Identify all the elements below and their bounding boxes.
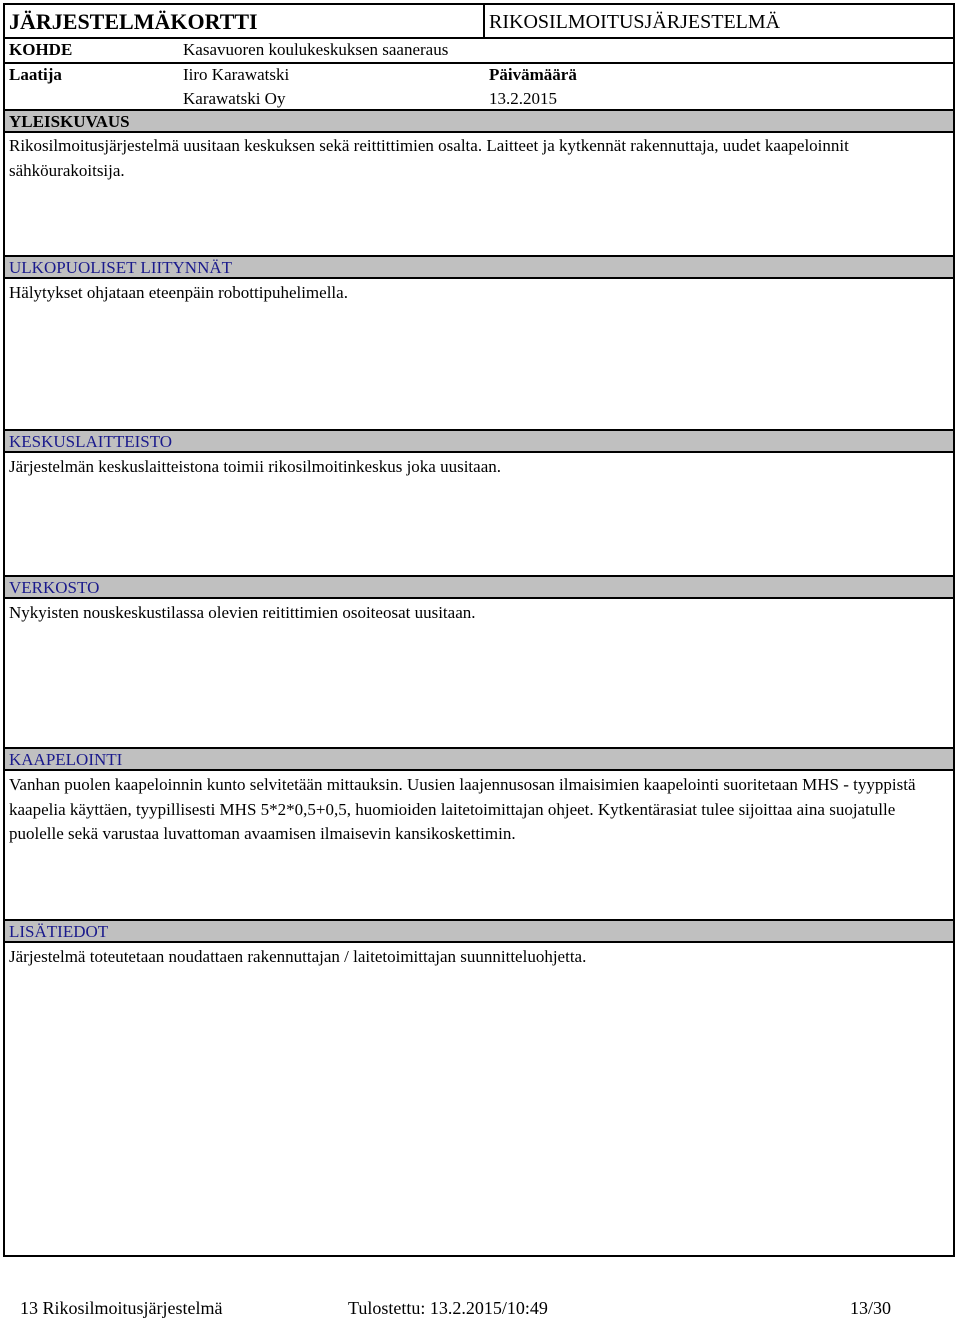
section-header-overview	[5, 109, 953, 133]
section-text-central: Järjestelmän keskuslaitteistona toimii rikosilmoitinkeskus joka uusitaan.	[9, 457, 501, 476]
laatija-name: Iiro Karawatski	[183, 65, 290, 84]
footer-printed: Tulostettu: 13.2.2015/10:49	[348, 1298, 548, 1318]
section-header-external	[5, 255, 953, 279]
section-text-external: Hälytykset ohjataan eteenpäin robottipuhelimella.	[9, 283, 348, 302]
laatija-label: Laatija	[9, 65, 62, 84]
section-header-network	[5, 575, 953, 599]
section-title: KESKUSLAITTEISTO	[9, 432, 173, 451]
date-value: 13.2.2015	[489, 89, 557, 108]
section-title: VERKOSTO	[9, 578, 100, 597]
section-title: YLEISKUVAUS	[9, 112, 130, 131]
row-divider	[5, 62, 953, 64]
section-header-central	[5, 429, 953, 453]
footer-page-number: 13/30	[850, 1298, 892, 1318]
section-title: LISÄTIEDOT	[9, 922, 109, 941]
footer-document: 13 Rikosilmoitusjärjestelmä	[20, 1298, 223, 1318]
section-text-additional: Järjestelmä toteutetaan noudattaen rakennuttajan / laitetoimittajan suunnitteluohjetta.	[9, 947, 587, 966]
section-text-network: Nykyisten nouskeskustilassa olevien reitittimien osoiteosat uusitaan.	[9, 603, 476, 622]
date-label: Päivämäärä	[489, 65, 577, 84]
kohde-label: KOHDE	[9, 40, 73, 59]
section-title: KAAPELOINTI	[9, 750, 123, 769]
card-title: JÄRJESTELMÄKORTTI	[9, 9, 258, 34]
section-title: ULKOPUOLISET LIITYNNÄT	[9, 258, 233, 277]
laatija-company: Karawatski Oy	[183, 89, 286, 108]
section-header-cabling	[5, 747, 953, 771]
system-card	[3, 3, 955, 1257]
section-text-overview: Rikosilmoitusjärjestelmä uusitaan keskuksen sekä reittittimien osalta. Laitteet ja kytkennät rakennuttaja, uudet kaapeloinnit sähköurakoitsija.	[9, 136, 849, 180]
kohde-value: Kasavuoren koulukeskuksen saaneraus	[183, 40, 449, 59]
section-text-cabling: Vanhan puolen kaapeloinnin kunto selvitetään mittauksin. Uusien laajennusosan ilmaisimien kaapelointi suoritetaan MHS - tyyppistä kaapelia käyttäen, tyypillisesti MHS 5*2*0,5+0,5, huomioiden laitetoimittajan ohjeet. Kytkentärasiat tulee sijoittaa aina suojatulle puolelle sekä varustaa luvattoman avaamisen ilmaisevin kansikoskettimin.	[9, 775, 916, 843]
row-divider	[5, 37, 953, 39]
section-header-additional	[5, 919, 953, 943]
system-name: RIKOSILMOITUSJÄRJESTELMÄ	[489, 11, 781, 33]
header-divider	[483, 5, 485, 39]
